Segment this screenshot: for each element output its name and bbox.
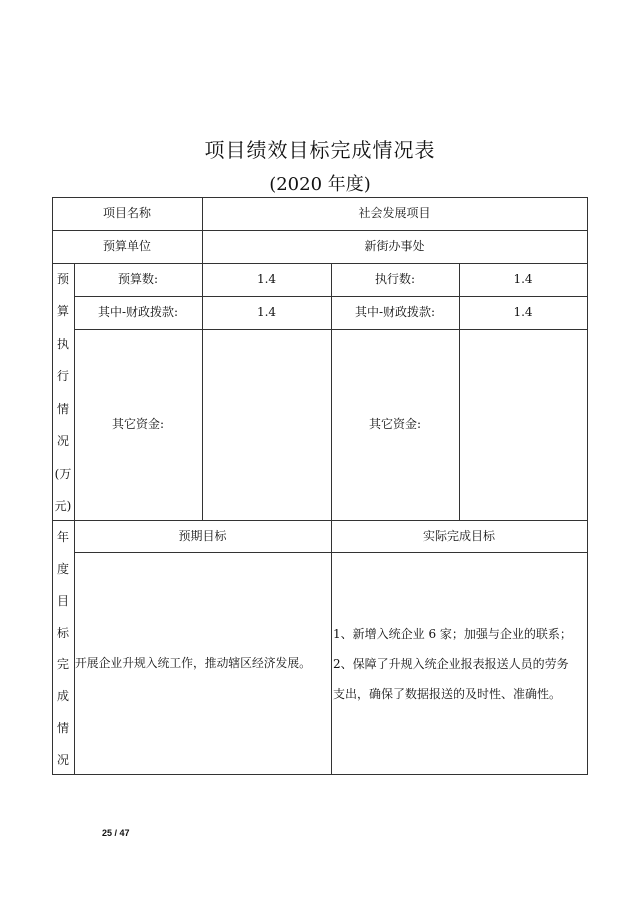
budget-execution-char: 执: [56, 336, 69, 351]
table-line: [587, 197, 588, 775]
actual-goal-line: 2、保障了升规入统企业报表报送人员的劳务: [333, 657, 569, 671]
executed-amount-label: 执行数:: [374, 272, 416, 287]
executed-amount-value: 1.4: [513, 272, 533, 287]
actual-goal-line: 支出，确保了数据报送的及时性、准确性。: [333, 687, 562, 701]
budget-execution-label: [52, 270, 74, 514]
actual-goal-header: 实际完成目标: [422, 528, 495, 543]
fiscal-executed-label: 其中-财政拨款:: [354, 305, 436, 320]
budget-execution-char: 元): [54, 498, 72, 513]
other-funds-budget-value: [202, 329, 331, 520]
annual-goal-char: 况: [56, 752, 69, 767]
budget-amount-label: 预算数:: [117, 272, 159, 287]
budget-amount-value: 1.4: [256, 272, 277, 287]
budget-unit-label: 预算单位: [102, 239, 151, 254]
budget-execution-char: 行: [56, 369, 69, 384]
actual-goal-line: 1、新增入统企业 6 家；加强与企业的联系；: [333, 627, 572, 641]
expected-goal-header: 预期目标: [178, 528, 227, 543]
other-funds-budget-label: 其它资金:: [111, 417, 165, 432]
actual-goal-text: [333, 619, 587, 709]
other-funds-executed-value: [459, 329, 587, 520]
budget-execution-char: 况: [56, 434, 69, 449]
annual-goal-char: 完: [56, 657, 69, 672]
annual-goal-char: 成: [56, 689, 69, 704]
annual-goal-char: 情: [56, 721, 69, 736]
annual-goal-char: 目: [56, 593, 69, 608]
fiscal-executed-value: 1.4: [513, 305, 533, 320]
annual-goal-char: 年: [56, 530, 69, 544]
budget-execution-char: 算: [56, 304, 69, 319]
fiscal-budget-label: 其中-财政拨款:: [97, 305, 179, 320]
fiscal-budget-value: 1.4: [256, 305, 277, 320]
budget-execution-char: 预: [56, 272, 69, 286]
table-line: [52, 774, 588, 775]
page-number: 25 / 47: [102, 828, 130, 838]
budget-unit-value: 新街办事处: [364, 239, 425, 254]
other-funds-executed-label: 其它资金:: [368, 417, 422, 432]
annual-goal-char: 标: [56, 625, 69, 640]
annual-goal-label: [52, 528, 74, 768]
page-subtitle: (2020 年度): [269, 174, 371, 195]
budget-execution-char: 情: [56, 401, 69, 416]
budget-execution-char: (万: [54, 466, 72, 481]
page-title: 项目绩效目标完成情况表: [204, 138, 436, 162]
project-name-label: 项目名称: [102, 206, 151, 221]
project-name-value: 社会发展项目: [358, 206, 431, 221]
annual-goal-char: 度: [56, 561, 69, 576]
expected-goal-text: 开展企业升规入统工作，推动辖区经济发展。: [75, 655, 311, 670]
